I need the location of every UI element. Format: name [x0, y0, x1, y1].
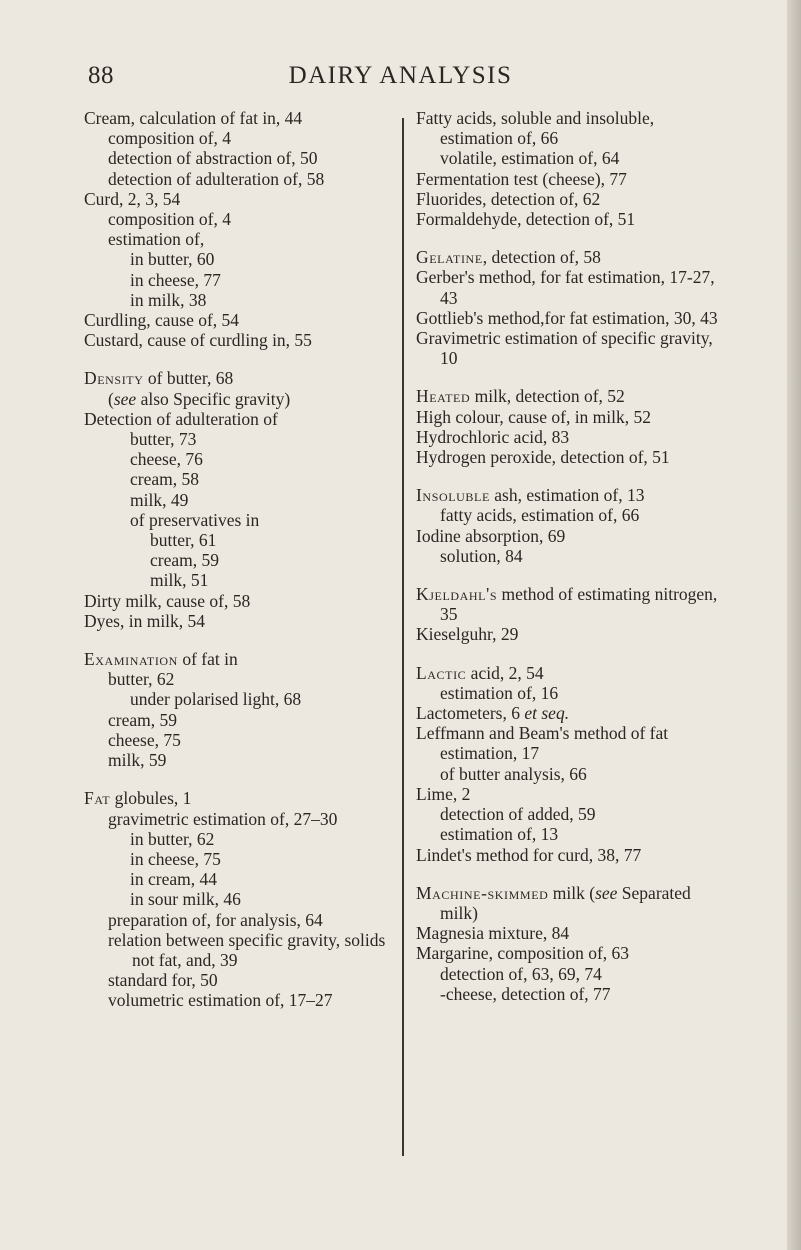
index-subentry [84, 829, 392, 849]
index-subentry [416, 764, 726, 784]
entry-lead-word: Kjeldahl's [416, 584, 498, 605]
section-gap [416, 645, 726, 663]
entry-text: Leffmann and Beam's method of fat estimation, 17 [416, 723, 669, 764]
entry-text: butter, 62 [108, 669, 175, 690]
entry-text: under polarised light, 68 [130, 689, 302, 710]
section-gap [416, 467, 726, 485]
section-gap [84, 631, 392, 649]
index-entry [416, 784, 726, 804]
entry-text: ash, estimation of, 13 [489, 485, 645, 506]
index-entry [416, 189, 726, 209]
entry-text: butter, 61 [150, 530, 217, 551]
index-subentry [84, 550, 392, 570]
entry-text: Cream, calculation of fat in, 44 [84, 108, 303, 128]
page-number: 88 [88, 62, 114, 89]
index-entry [416, 703, 726, 723]
entry-text: volatile, estimation of, 64 [440, 148, 620, 169]
index-subentry [84, 809, 392, 829]
entry-text: Custard, cause of curdling in, 55 [84, 330, 312, 351]
entry-text: in cheese, 75 [130, 848, 221, 869]
entry-text: Fermentation test (cheese), 77 [416, 168, 627, 189]
entry-text: composition of, 4 [108, 128, 231, 149]
entry-lead-word: Examination [84, 649, 178, 670]
index-entry [416, 447, 726, 467]
section-gap [416, 368, 726, 386]
entry-text: in milk, 38 [130, 289, 207, 310]
entry-text: in butter, 60 [130, 249, 215, 270]
index-entry [84, 409, 392, 429]
entry-text: Kieselguhr, 29 [416, 624, 519, 645]
entry-lead-word: Insoluble [416, 485, 490, 506]
index-entry [84, 591, 392, 611]
entry-text: relation between specific gravity, solids not fat, and, 39 [108, 929, 386, 970]
entry-text: globules, 1 [110, 788, 192, 809]
entry-text: cream, 58 [130, 469, 199, 490]
entry-text: Margarine, composition of, 63 [416, 943, 630, 964]
entry-text: of butter analysis, 66 [440, 763, 587, 784]
entry-text: detection of added, 59 [440, 804, 596, 825]
index-subentry [416, 505, 726, 525]
index-subentry [84, 869, 392, 889]
index-entry [416, 845, 726, 865]
entry-text: in butter, 62 [130, 828, 215, 849]
index-subentry [84, 570, 392, 590]
entry-text: Separated milk) [440, 882, 691, 923]
index-entry [416, 723, 726, 763]
index-subentry [84, 249, 392, 269]
entry-italic: see [595, 882, 618, 903]
entry-lead-word: Density [84, 368, 144, 389]
entry-lead-word: Lactic [416, 662, 467, 683]
entry-text: Hydrogen peroxide, detection of, 51 [416, 447, 670, 468]
index-entry [416, 169, 726, 189]
index-subentry [84, 910, 392, 930]
entry-text: cheese, 75 [108, 729, 181, 750]
section-gap [84, 350, 392, 368]
index-entry [416, 526, 726, 546]
index-entry [416, 267, 726, 307]
index-subentry [84, 689, 392, 709]
section-gap [416, 865, 726, 883]
index-entry [416, 308, 726, 328]
entry-text: butter, 73 [130, 429, 197, 450]
index-subentry [416, 546, 726, 566]
index-subentry [84, 990, 392, 1010]
index-subentry [84, 490, 392, 510]
entry-text: gravimetric estimation of, 27–30 [108, 808, 338, 829]
index-subentry [84, 469, 392, 489]
entry-text: milk, 51 [150, 570, 209, 591]
entry-text: estimation of, [108, 229, 205, 250]
entry-text: Fatty acids, soluble and insoluble, estimation of, 66 [416, 108, 655, 149]
index-column-left [84, 108, 392, 1011]
index-entry [84, 108, 392, 128]
entry-text: volumetric estimation of, 17–27 [108, 990, 333, 1011]
entry-text: of butter, 68 [143, 368, 234, 389]
entry-text: of fat in [177, 649, 238, 670]
entry-lead-word: Machine-skimmed [416, 882, 549, 903]
entry-text: High colour, cause of, in milk, 52 [416, 406, 652, 427]
index-subentry [84, 889, 392, 909]
entry-text: Hydrochloric acid, 83 [416, 426, 570, 447]
index-subentry [84, 530, 392, 550]
entry-text: solution, 84 [440, 545, 523, 566]
index-subentry [84, 970, 392, 990]
entry-text: detection of abstraction of, 50 [108, 148, 318, 169]
entry-text: Lindet's method for curd, 38, 77 [416, 844, 642, 865]
entry-text: Iodine absorption, 69 [416, 525, 566, 546]
entry-text: method of estimating nitrogen, 35 [440, 584, 718, 625]
index-entry [416, 923, 726, 943]
entry-text: estimation of, 13 [440, 824, 559, 845]
index-entry [84, 788, 392, 808]
entry-lead-word: Heated [416, 386, 471, 407]
index-entry [416, 485, 726, 505]
index-subentry [84, 449, 392, 469]
index-subentry [84, 290, 392, 310]
entry-text: Fluorides, detection of, 62 [416, 188, 601, 209]
index-subentry [84, 148, 392, 168]
section-gap [416, 229, 726, 247]
index-subentry [84, 128, 392, 148]
entry-text: in sour milk, 46 [130, 889, 241, 910]
page-edge [787, 0, 801, 1250]
index-subentry [84, 429, 392, 449]
index-subentry [84, 669, 392, 689]
index-subentry [84, 730, 392, 750]
index-subentry: (see also Specific gravity) [108, 388, 291, 409]
entry-text: in cheese, 77 [130, 269, 221, 290]
entry-text: Lactometers, 6 [416, 703, 525, 724]
entry-text: detection of, 63, 69, 74 [440, 963, 602, 984]
index-entry [84, 310, 392, 330]
index-entry [416, 407, 726, 427]
entry-italic: see [113, 388, 137, 409]
entry-text: cream, 59 [150, 550, 219, 571]
entry-text: Gravimetric estimation of specific gravity, 10 [416, 328, 713, 369]
entry-text: -cheese, detection of, 77 [440, 983, 611, 1004]
index-entry [416, 328, 726, 368]
entry-text: Gerber's method, for fat estimation, 17-27, 43 [416, 267, 715, 308]
entry-text: detection of adulteration of, 58 [108, 168, 325, 189]
index-subentry [84, 270, 392, 290]
index-entry [416, 386, 726, 406]
index-entry [416, 943, 726, 963]
entry-text: Curdling, cause of, 54 [84, 310, 240, 331]
index-subentry [84, 510, 392, 530]
entry-text: milk, 59 [108, 750, 167, 771]
index-entry [416, 584, 726, 624]
index-entry [416, 209, 726, 229]
index-subentry [84, 750, 392, 770]
entry-lead-word: Fat [84, 788, 111, 809]
index-entry [416, 663, 726, 683]
entry-text: fatty acids, estimation of, 66 [440, 505, 640, 526]
index-entry [84, 368, 392, 388]
entry-italic: et seq. [524, 703, 570, 724]
entry-text: cream, 59 [108, 709, 177, 730]
index-entry [84, 611, 392, 631]
entry-text: cheese, 76 [130, 449, 203, 470]
entry-text: milk, detection of, 52 [470, 386, 625, 407]
entry-text: Formaldehyde, detection of, 51 [416, 209, 636, 230]
entry-text: Dyes, in milk, 54 [84, 610, 206, 631]
entry-text: milk, 49 [130, 489, 189, 510]
index-subentry [84, 229, 392, 249]
entry-text: Curd, 2, 3, 54 [84, 188, 181, 209]
entry-text: standard for, 50 [108, 970, 218, 991]
entry-text: preparation of, for analysis, 64 [108, 909, 323, 930]
section-gap [416, 566, 726, 584]
entry-text: composition of, 4 [108, 209, 231, 230]
entry-text: acid, 2, 54 [466, 662, 544, 683]
index-subentry [416, 804, 726, 824]
index-subentry [416, 824, 726, 844]
index-subentry [84, 710, 392, 730]
entry-text: estimation of, 16 [440, 682, 559, 703]
entry-text: in cream, 44 [130, 869, 217, 890]
index-entry [416, 247, 726, 267]
index-subentry [84, 209, 392, 229]
index-subentry [84, 169, 392, 189]
index-entry [84, 189, 392, 209]
entry-text: Lime, 2 [416, 783, 471, 804]
entry-lead-word: Gelatine [416, 247, 483, 268]
index-subentry [416, 148, 726, 168]
index-entry [416, 427, 726, 447]
entry-text: also Specific gravity) [136, 388, 291, 409]
page-header [0, 62, 801, 96]
index-entry [84, 649, 392, 669]
running-title: DAIRY ANALYSIS [288, 62, 513, 89]
entry-text: of preservatives in [130, 509, 260, 530]
index-subentry [84, 930, 392, 970]
index-subentry [416, 683, 726, 703]
entry-text: Detection of adulteration of [84, 408, 278, 429]
entry-text: Magnesia mixture, 84 [416, 923, 570, 944]
index-entry [416, 108, 726, 148]
column-divider [402, 118, 404, 1156]
index-entry [416, 624, 726, 644]
index-subentry [416, 984, 726, 1004]
index-subentry [416, 964, 726, 984]
section-gap [84, 770, 392, 788]
entry-text: Gottlieb's method,for fat estimation, 30, 43 [416, 307, 718, 328]
entry-text: , detection of, 58 [482, 247, 601, 268]
entry-text: Dirty milk, cause of, 58 [84, 590, 251, 611]
index-entry [84, 330, 392, 350]
entry-text: milk ( [548, 882, 596, 903]
index-subentry [84, 849, 392, 869]
index-column-right [416, 108, 726, 1004]
index-entry [416, 883, 726, 923]
